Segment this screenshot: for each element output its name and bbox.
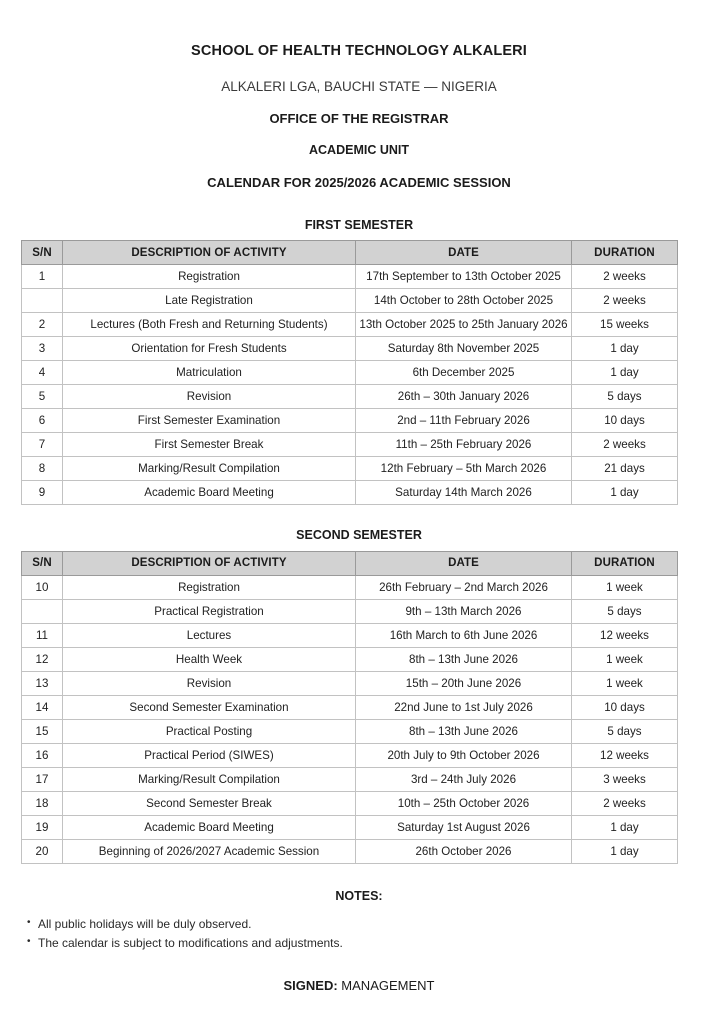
table-row xyxy=(22,599,678,623)
second-semester-heading: SECOND SEMESTER xyxy=(296,528,422,542)
cell-duration: 5 days xyxy=(572,599,678,623)
signature-label: SIGNED: xyxy=(283,977,338,993)
table-row xyxy=(22,575,678,599)
cell-duration: 3 weeks xyxy=(572,767,678,791)
cell-date: 20th July to 9th October 2026 xyxy=(356,743,572,767)
cell-date: 17th September to 13th October 2025 xyxy=(356,265,572,289)
cell-duration: 1 day xyxy=(572,361,678,385)
cell-date: 11th – 25th February 2026 xyxy=(356,433,572,457)
issuing-unit: ACADEMIC UNIT xyxy=(309,143,409,157)
cell-date: Saturday 8th November 2025 xyxy=(356,337,572,361)
table-row xyxy=(22,647,678,671)
cell-date: 26th October 2026 xyxy=(356,839,572,863)
cell-duration: 2 weeks xyxy=(572,791,678,815)
table-row xyxy=(22,815,678,839)
cell-date: 9th – 13th March 2026 xyxy=(356,599,572,623)
cell-description: Matriculation xyxy=(63,361,356,385)
cell-sn: 20 xyxy=(22,839,63,863)
cell-duration: 5 days xyxy=(572,719,678,743)
second-semester-table xyxy=(21,551,678,864)
cell-date: 8th – 13th June 2026 xyxy=(356,719,572,743)
cell-date: 6th December 2025 xyxy=(356,361,572,385)
cell-date: 14th October to 28th October 2025 xyxy=(356,289,572,313)
table-row xyxy=(22,289,678,313)
table-row xyxy=(22,481,678,505)
table-row xyxy=(22,265,678,289)
table-row xyxy=(22,361,678,385)
page-title: CALENDAR FOR 2025/2026 ACADEMIC SESSION xyxy=(207,174,511,190)
table-row xyxy=(22,671,678,695)
first-semester-heading: FIRST SEMESTER xyxy=(304,217,414,232)
cell-description: Revision xyxy=(63,385,356,409)
cell-duration: 2 weeks xyxy=(572,289,678,313)
table-row xyxy=(22,767,678,791)
cell-description: Revision xyxy=(63,671,356,695)
list-item: • The calendar is subject to modifications and adjustments. xyxy=(27,934,697,953)
column-header-sn: S/N xyxy=(22,551,63,575)
cell-description: Academic Board Meeting xyxy=(63,815,356,839)
column-header-duration: DURATION xyxy=(572,241,678,265)
cell-sn: 19 xyxy=(22,815,63,839)
cell-duration: 12 weeks xyxy=(572,743,678,767)
table-header-row xyxy=(22,551,678,575)
cell-sn xyxy=(22,289,63,313)
table-row xyxy=(22,385,678,409)
cell-duration: 2 weeks xyxy=(572,265,678,289)
cell-duration: 5 days xyxy=(572,385,678,409)
cell-sn: 13 xyxy=(22,671,63,695)
cell-date: 16th March to 6th June 2026 xyxy=(356,623,572,647)
table-header-row xyxy=(22,241,678,265)
cell-description: Lectures xyxy=(63,623,356,647)
cell-sn: 17 xyxy=(22,767,63,791)
cell-date: 10th – 25th October 2026 xyxy=(356,791,572,815)
cell-duration: 1 week xyxy=(572,647,678,671)
cell-sn xyxy=(22,599,63,623)
cell-sn: 4 xyxy=(22,361,63,385)
cell-sn: 2 xyxy=(22,313,63,337)
cell-date: 26th – 30th January 2026 xyxy=(356,385,572,409)
table-row xyxy=(22,457,678,481)
column-header-description: DESCRIPTION OF ACTIVITY xyxy=(63,551,356,575)
cell-sn: 5 xyxy=(22,385,63,409)
cell-description: Lectures (Both Fresh and Returning Students) xyxy=(63,313,356,337)
cell-duration: 1 day xyxy=(572,481,678,505)
signature-block xyxy=(21,979,697,992)
table-row xyxy=(22,791,678,815)
cell-duration: 10 days xyxy=(572,409,678,433)
column-header-duration: DURATION xyxy=(572,551,678,575)
cell-date: 15th – 20th June 2026 xyxy=(356,671,572,695)
issuing-office: OFFICE OF THE REGISTRAR xyxy=(269,111,449,126)
notes-list xyxy=(21,915,697,954)
cell-date: 22nd June to 1st July 2026 xyxy=(356,695,572,719)
cell-duration: 1 week xyxy=(572,671,678,695)
cell-sn: 9 xyxy=(22,481,63,505)
cell-sn: 16 xyxy=(22,743,63,767)
cell-duration: 15 weeks xyxy=(572,313,678,337)
cell-sn: 6 xyxy=(22,409,63,433)
signature-value: MANAGEMENT xyxy=(337,977,435,993)
cell-description: First Semester Break xyxy=(63,433,356,457)
cell-date: 3rd – 24th July 2026 xyxy=(356,767,572,791)
cell-sn: 11 xyxy=(22,623,63,647)
cell-duration: 2 weeks xyxy=(572,433,678,457)
cell-sn: 8 xyxy=(22,457,63,481)
column-header-sn: S/N xyxy=(22,241,63,265)
table-row xyxy=(22,623,678,647)
cell-description: Second Semester Examination xyxy=(63,695,356,719)
organization-location: ALKALERI LGA, BAUCHI STATE — NIGERIA xyxy=(221,78,497,94)
cell-description: Beginning of 2026/2027 Academic Session xyxy=(63,839,356,863)
cell-sn: 15 xyxy=(22,719,63,743)
cell-duration: 12 weeks xyxy=(572,623,678,647)
table-row xyxy=(22,695,678,719)
cell-duration: 1 day xyxy=(572,337,678,361)
cell-duration: 1 week xyxy=(572,575,678,599)
cell-duration: 1 day xyxy=(572,839,678,863)
table-row xyxy=(22,839,678,863)
table-row xyxy=(22,743,678,767)
cell-description: Academic Board Meeting xyxy=(63,481,356,505)
cell-sn: 1 xyxy=(22,265,63,289)
cell-date: Saturday 14th March 2026 xyxy=(356,481,572,505)
cell-description: Registration xyxy=(63,265,356,289)
cell-date: 26th February – 2nd March 2026 xyxy=(356,575,572,599)
list-item: • All public holidays will be duly observed. xyxy=(27,915,697,934)
column-header-description: DESCRIPTION OF ACTIVITY xyxy=(63,241,356,265)
cell-date: 12th February – 5th March 2026 xyxy=(356,457,572,481)
cell-date: 2nd – 11th February 2026 xyxy=(356,409,572,433)
cell-sn: 14 xyxy=(22,695,63,719)
cell-description: Practical Posting xyxy=(63,719,356,743)
table-row xyxy=(22,433,678,457)
cell-description: Late Registration xyxy=(63,289,356,313)
cell-duration: 1 day xyxy=(572,815,678,839)
column-header-date: DATE xyxy=(356,241,572,265)
cell-sn: 10 xyxy=(22,575,63,599)
cell-description: Orientation for Fresh Students xyxy=(63,337,356,361)
cell-description: Practical Period (SIWES) xyxy=(63,743,356,767)
cell-date: 8th – 13th June 2026 xyxy=(356,647,572,671)
cell-duration: 21 days xyxy=(572,457,678,481)
organization-name: SCHOOL OF HEALTH TECHNOLOGY ALKALERI xyxy=(191,43,527,59)
table-row xyxy=(22,409,678,433)
cell-description: Second Semester Break xyxy=(63,791,356,815)
cell-description: First Semester Examination xyxy=(63,409,356,433)
column-header-date: DATE xyxy=(356,551,572,575)
document-masthead xyxy=(21,0,697,189)
notes-heading: NOTES: xyxy=(335,888,383,903)
table-row xyxy=(22,313,678,337)
cell-sn: 7 xyxy=(22,433,63,457)
cell-description: Marking/Result Compilation xyxy=(63,767,356,791)
cell-description: Practical Registration xyxy=(63,599,356,623)
cell-date: 13th October 2025 to 25th January 2026 xyxy=(356,313,572,337)
cell-sn: 18 xyxy=(22,791,63,815)
cell-description: Registration xyxy=(63,575,356,599)
table-row xyxy=(22,719,678,743)
cell-description: Health Week xyxy=(63,647,356,671)
cell-date: Saturday 1st August 2026 xyxy=(356,815,572,839)
cell-duration: 10 days xyxy=(572,695,678,719)
cell-sn: 3 xyxy=(22,337,63,361)
first-semester-table xyxy=(21,240,678,505)
table-row xyxy=(22,337,678,361)
cell-description: Marking/Result Compilation xyxy=(63,457,356,481)
cell-sn: 12 xyxy=(22,647,63,671)
